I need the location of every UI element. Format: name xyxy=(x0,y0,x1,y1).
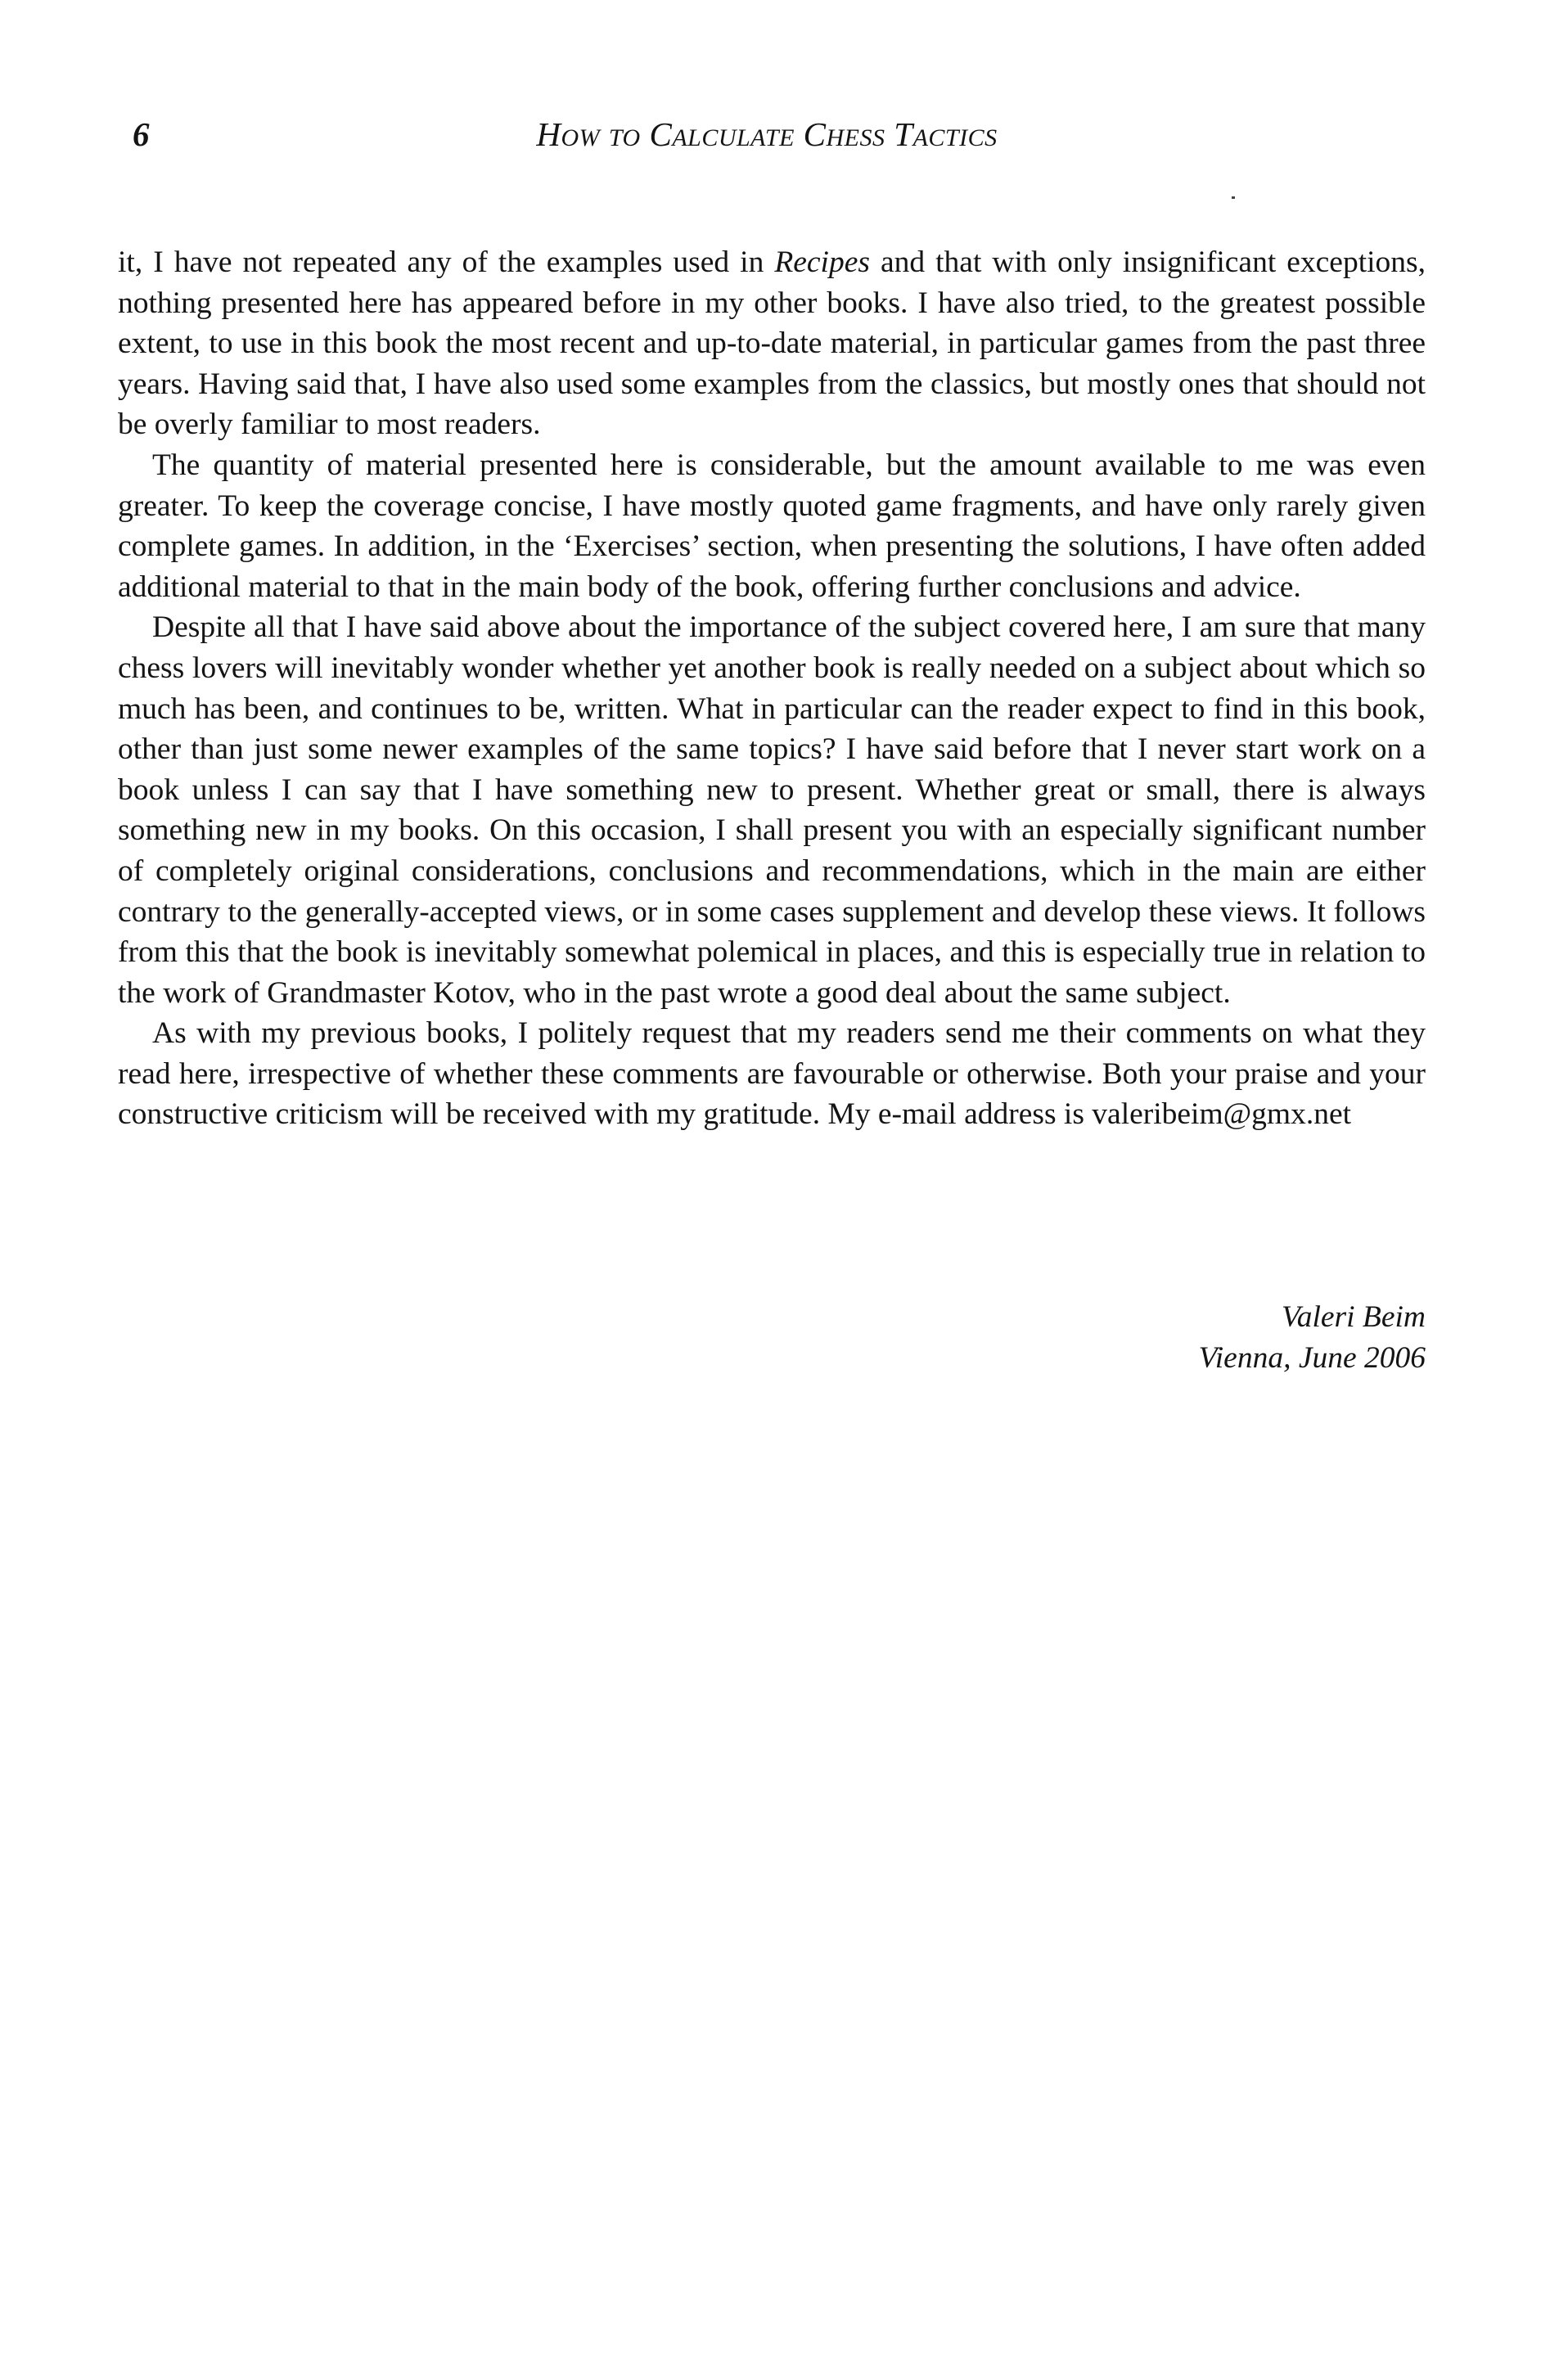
signature xyxy=(1199,1297,1426,1378)
author-name: Valeri Beim xyxy=(1281,1300,1426,1334)
paragraph-2: The quantity of material presented here is considerable, but the amount available to me was even greater. To keep the coverage concise, I have mostly quoted game fragments, and have only rarely given complete games. In addition, in the ‘Exercises’ section, when presenting the solutions, I have often added additional material to that in the main body of the book, offering further conclusions and advice. xyxy=(118,448,1426,604)
book-title: HOW TO CALCULATE CHESS TACTICS xyxy=(536,115,998,153)
page-number: 6 xyxy=(133,115,150,153)
body-text xyxy=(118,242,1426,1135)
running-head xyxy=(116,113,1417,155)
print-speck xyxy=(1232,196,1235,199)
paragraph-4: As with my previous books, I politely request that my readers send me their comments on what they read here, irrespective of whether these comments are favourable or otherwise. Both your praise and your constructive criticism will be received with my gratitude. My e-mail address is valeribeim@gmx.net xyxy=(118,1016,1426,1132)
recipes-title: Recipes xyxy=(774,245,870,279)
paragraph-1: it, I have not repeated any of the examples used in Recipes and that with only insignificant exceptions, nothing presented here has appeared before in my other books. I have also tried, to the greatest possible extent, to use in this book the most recent and up-to-date material, in particular games from the past three years. Having said that, I have also used some examples from the classics, but mostly ones that should not be overly familiar to most readers. xyxy=(118,245,1426,442)
paragraph-3: Despite all that I have said above about the importance of the subject covered here, I am sure that many chess lovers will inevitably wonder whether yet another book is really needed on a subject about which so much has been, and continues to be, written. What in particular can the reader expect to find in this book, other than just some newer examples of the same topics? I have said before that I never start work on a book unless I can say that I have something new to present. Whether great or small, there is always something new in my books. On this occasion, I shall present you with an especially significant number of completely original considerations, conclusions and recommendations, which in the main are either contrary to the generally-accepted views, or in some cases supplement and develop these views. It follows from this that the book is inevitably somewhat polemical in places, and this is especially true in relation to the work of Grandmaster Kotov, who in the past wrote a good deal about the same subject. xyxy=(118,610,1426,1010)
place-date: Vienna, June 2006 xyxy=(1198,1340,1426,1375)
